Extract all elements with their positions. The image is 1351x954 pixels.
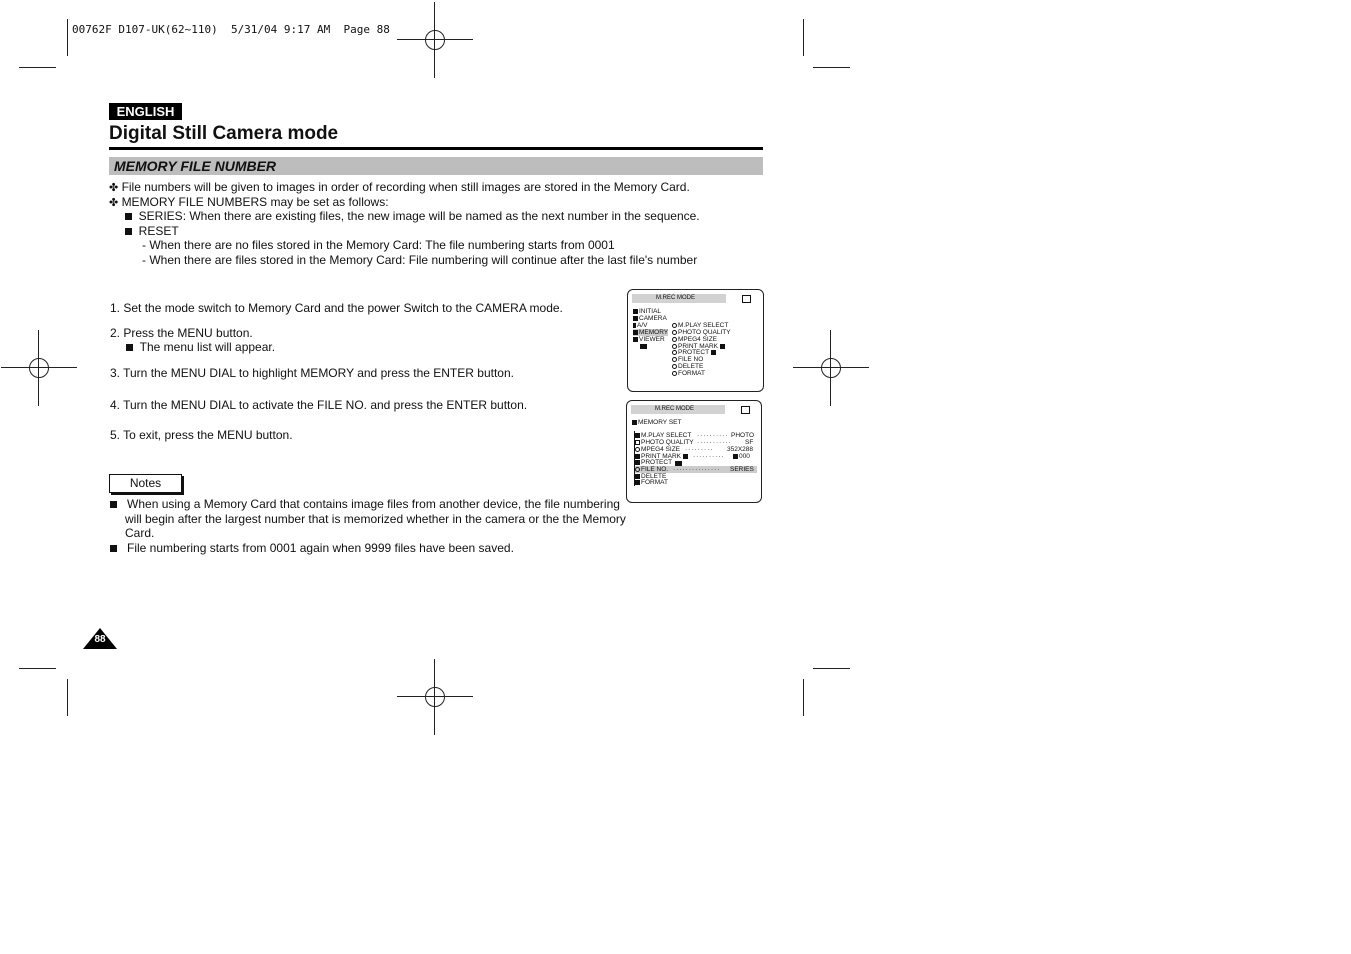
- screen-header: M.REC MODE: [632, 294, 726, 303]
- crop-mark: [803, 679, 804, 716]
- memory-set-title: MEMORY SET: [632, 419, 681, 426]
- print-header: 00762F D107-UK(62~110) 5/31/04 9:17 AM Page 88: [72, 23, 390, 36]
- crop-mark: [803, 19, 804, 56]
- setting-row: PHOTO QUALITY: [635, 439, 694, 446]
- submenu-item: PHOTO QUALITY: [672, 329, 731, 336]
- submenu-item: DELETE: [672, 363, 703, 370]
- square-bullet-icon: [125, 228, 132, 235]
- setting-row-selected: FILE NO.: [635, 466, 757, 473]
- language-badge: ENGLISH: [109, 103, 182, 120]
- series-item: SERIES: When there are existing files, the new image will be named as the next number in the sequence.: [125, 209, 700, 224]
- title-rule: [109, 147, 763, 150]
- step-4: 4. Turn the MENU DIAL to activate the FILE NO. and press the ENTER button.: [110, 398, 528, 412]
- dot-icon: [672, 330, 677, 335]
- submenu-item: FILE NO: [672, 356, 703, 363]
- initial-icon: [633, 309, 638, 314]
- notes-label: Notes: [109, 474, 182, 493]
- memory-card-icon: [741, 406, 750, 414]
- note-1: When using a Memory Card that contains image files from another device, the file numbering: [110, 497, 620, 512]
- print-icon: [720, 344, 725, 349]
- page-number: 88: [94, 634, 106, 645]
- crop-mark: [813, 668, 850, 669]
- submenu-item: PRINT MARK: [672, 343, 726, 350]
- intro-bullet: ✤ MEMORY FILE NUMBERS may be set as follows:: [109, 195, 389, 209]
- step-2-detail: The menu list will appear.: [126, 340, 275, 355]
- play-icon: [635, 433, 640, 438]
- dot-icon: [672, 323, 677, 328]
- lock-icon: [635, 460, 640, 465]
- crop-mark: [19, 67, 56, 68]
- setting-row: PROTECT: [635, 459, 672, 466]
- menu-item-av: A/V: [633, 322, 647, 329]
- submenu-item: FORMAT: [672, 370, 705, 377]
- square-bullet-icon: [110, 501, 117, 508]
- dot-icon: [672, 371, 677, 376]
- note-1-cont: will begin after the largest number that is memorized whether in the camera or the the Memory: [125, 512, 626, 526]
- menu-screen-1: [627, 289, 764, 392]
- intro-bullet: ✤ File numbers will be given to images in order of recording when still images are stored in the Memory Card.: [109, 180, 690, 194]
- setting-value: 352X288: [727, 446, 754, 453]
- setting-value: PHOTO: [731, 432, 754, 439]
- registration-mark: [397, 2, 473, 78]
- leader-dots: ···············: [673, 466, 721, 473]
- registration-mark: [397, 659, 473, 735]
- section-title: MEMORY FILE NUMBER: [114, 158, 277, 174]
- cross-bullet-icon: ✤: [109, 197, 119, 209]
- step-5: 5. To exit, press the MENU button.: [110, 428, 293, 442]
- menu-item-initial: INITIAL: [633, 308, 661, 315]
- page-title: Digital Still Camera mode: [109, 123, 339, 144]
- print-mark-icon: [733, 454, 738, 459]
- av-icon: [633, 323, 636, 328]
- setting-row: MPEG4 SIZE: [635, 446, 680, 453]
- format-icon: [635, 480, 640, 485]
- memory-card-icon: [742, 295, 751, 303]
- leader-dots: ···········: [697, 439, 732, 446]
- memory-icon: [632, 420, 637, 425]
- setting-value: SERIES: [730, 466, 754, 473]
- dot-icon: [635, 447, 640, 452]
- lock-icon: [711, 350, 716, 355]
- step-1: 1. Set the mode switch to Memory Card and the power Switch to the CAMERA mode.: [110, 301, 563, 315]
- submenu-item: MPEG4 SIZE: [672, 336, 717, 343]
- submenu-item: PROTECT: [672, 349, 717, 356]
- reset-detail: - When there are no files stored in the Memory Card: The file numbering starts from 0001: [142, 238, 615, 252]
- crop-mark: [19, 668, 56, 669]
- cross-bullet-icon: ✤: [109, 182, 119, 194]
- menu-item-camera: CAMERA: [633, 315, 667, 322]
- step-2: 2. Press the MENU button.: [110, 326, 253, 340]
- reset-detail: - When there are files stored in the Memory Card: File numbering will continue after the last file's number: [142, 253, 698, 267]
- section-header: [109, 157, 763, 175]
- note-2: File numbering starts from 0001 again when 9999 files have been saved.: [110, 541, 514, 556]
- setting-row: PRINT MARK: [635, 453, 689, 460]
- dot-icon: [635, 467, 640, 472]
- leader-dots: ·········: [685, 446, 714, 453]
- square-bullet-icon: [126, 344, 133, 351]
- camera-icon: [633, 316, 638, 321]
- registration-mark: [1, 330, 77, 406]
- leader-dots: ··········: [693, 453, 725, 460]
- reset-item: RESET: [125, 224, 179, 239]
- submenu-item: M.PLAY SELECT: [672, 322, 728, 329]
- setting-value: 000: [733, 453, 750, 460]
- menu-item-viewer: VIEWER: [633, 336, 665, 343]
- print-mark-icon: [683, 454, 688, 459]
- square-bullet-icon: [110, 545, 117, 552]
- registration-mark: [793, 330, 869, 406]
- dot-icon: [672, 350, 677, 355]
- screen-header: M.REC MODE: [631, 405, 725, 414]
- setting-row: M.PLAY SELECT: [635, 432, 691, 439]
- viewer-icon: [633, 337, 638, 342]
- setting-row: FORMAT: [635, 479, 668, 486]
- note-1-cont: Card.: [125, 526, 155, 540]
- menu-item-memory: MEMORY: [633, 329, 668, 336]
- crop-mark: [813, 67, 850, 68]
- quality-icon: [635, 440, 640, 445]
- setting-value: SF: [745, 439, 754, 446]
- dot-icon: [672, 337, 677, 342]
- menu-screen-2: [626, 400, 762, 503]
- leader-dots: ··········: [697, 432, 729, 439]
- crop-mark: [67, 679, 68, 716]
- memory-icon: [633, 330, 638, 335]
- dot-icon: [672, 364, 677, 369]
- menu-selector-icon: [640, 344, 647, 349]
- square-bullet-icon: [125, 213, 132, 220]
- crop-mark: [67, 19, 68, 56]
- step-3: 3. Turn the MENU DIAL to highlight MEMORY and press the ENTER button.: [110, 366, 514, 380]
- setting-row: DELETE: [635, 473, 666, 480]
- dot-icon: [672, 357, 677, 362]
